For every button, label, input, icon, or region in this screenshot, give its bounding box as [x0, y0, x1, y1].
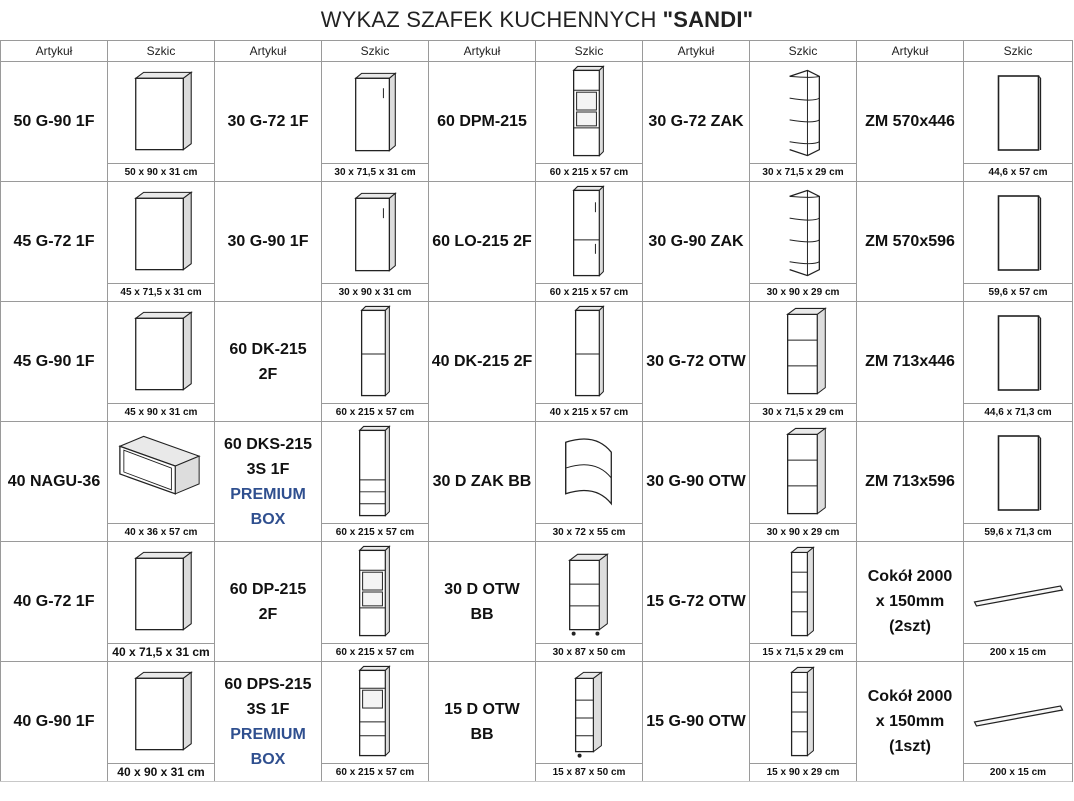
- sketch-cell: [964, 662, 1073, 782]
- column-header-artykul: Artykuł: [643, 41, 750, 62]
- article-cell: [643, 422, 750, 542]
- article-code: 60 DPS-215: [224, 675, 312, 693]
- column-header-artykul: Artykuł: [429, 41, 536, 62]
- article-code: 40 NAGU-36: [7, 473, 101, 490]
- sketch-cell: [750, 542, 857, 662]
- dimensions-label: 44,6 x 71,3 cm: [964, 403, 1072, 421]
- article-code: ZM 570x446: [865, 113, 955, 130]
- dimensions-label: 60 x 215 x 57 cm: [322, 523, 428, 541]
- article-code: 40 G-90 1F: [13, 713, 95, 730]
- article-cell: [429, 662, 536, 782]
- sketch-cell: [322, 422, 429, 542]
- dimensions-label: 30 x 90 x 29 cm: [750, 283, 856, 301]
- oven-tall-cabinet-icon: [536, 62, 642, 162]
- cabinet-list-table: [0, 40, 1073, 782]
- article-code: 45 G-90 1F: [13, 353, 95, 370]
- sketch-cell: [536, 542, 643, 662]
- article-code: 3S 1F: [246, 700, 290, 718]
- sketch-cell: [322, 542, 429, 662]
- dimensions-label: 30 x 90 x 31 cm: [322, 283, 428, 301]
- premium-box-label: PREMIUM: [230, 485, 306, 503]
- dimensions-label: 30 x 71,5 x 29 cm: [750, 403, 856, 421]
- title-product-name: "SANDI": [662, 7, 754, 32]
- corner-shelf-icon: [750, 182, 856, 282]
- sketch-cell: [322, 62, 429, 182]
- dimensions-label: 40 x 90 x 31 cm: [108, 763, 214, 781]
- premium-box-label: PREMIUM: [230, 725, 306, 743]
- article-code: ZM 713x446: [865, 353, 955, 370]
- article-code: 15 D OTW: [444, 700, 520, 718]
- dimensions-label: 44,6 x 57 cm: [964, 163, 1072, 181]
- wall-cabinet-icon: [108, 182, 214, 282]
- article-code: 15 G-72 OTW: [646, 593, 746, 610]
- dimensions-label: 40 x 36 x 57 cm: [108, 523, 214, 541]
- article-cell: [215, 302, 322, 422]
- article-cell: [1, 542, 108, 662]
- article-cell: [857, 542, 964, 662]
- article-code: 60 DKS-215: [223, 435, 313, 453]
- tall-two-door-cabinet-icon: [322, 302, 428, 402]
- sketch-cell: [750, 422, 857, 542]
- article-code: 30 G-72 1F: [227, 113, 309, 130]
- column-header-szkic: Szkic: [322, 41, 429, 62]
- base-open-shelf-icon: [536, 542, 642, 642]
- article-cell: [857, 302, 964, 422]
- column-header-szkic: Szkic: [108, 41, 215, 62]
- article-code: 45 G-72 1F: [13, 233, 95, 250]
- article-cell: [1, 302, 108, 422]
- dimensions-label: 60 x 215 x 57 cm: [322, 763, 428, 781]
- hood-cabinet-icon: [108, 422, 214, 522]
- article-cell: [429, 422, 536, 542]
- bottom-blank-strip: [0, 781, 1072, 801]
- oven-drawer-tall-cabinet-icon: [322, 662, 428, 762]
- article-code: 40 DK-215 2F: [431, 353, 533, 370]
- article-cell: [215, 422, 322, 542]
- sketch-cell: [536, 62, 643, 182]
- article-cell: [429, 62, 536, 182]
- article-code: 30 G-90 OTW: [646, 473, 746, 490]
- dimensions-label: 200 x 15 cm: [964, 763, 1072, 781]
- article-code: 30 G-72 ZAK: [648, 113, 744, 130]
- dimensions-label: 15 x 90 x 29 cm: [750, 763, 856, 781]
- dimensions-label: 50 x 90 x 31 cm: [108, 163, 214, 181]
- article-code: Cokół 2000: [867, 568, 953, 585]
- article-cell: [1, 62, 108, 182]
- article-code: 30 G-90 ZAK: [648, 233, 744, 250]
- article-cell: [857, 662, 964, 782]
- article-cell: [429, 302, 536, 422]
- article-cell: [215, 62, 322, 182]
- article-code: 60 DPM-215: [437, 113, 527, 130]
- article-cell: [857, 422, 964, 542]
- column-header-szkic: Szkic: [964, 41, 1073, 62]
- tall-drawer-cabinet-icon: [322, 422, 428, 522]
- dimensions-label: 30 x 71,5 x 31 cm: [322, 163, 428, 181]
- article-cell: [215, 542, 322, 662]
- article-cell: [643, 62, 750, 182]
- column-header-szkic: Szkic: [536, 41, 643, 62]
- sketch-cell: [536, 662, 643, 782]
- column-header-artykul: Artykuł: [215, 41, 322, 62]
- article-cell: [1, 662, 108, 782]
- sketch-cell: [964, 182, 1073, 302]
- header-row: [1, 41, 1073, 62]
- article-cell: [857, 62, 964, 182]
- article-code: BB: [470, 605, 494, 623]
- narrow-wall-cabinet-icon: [322, 182, 428, 282]
- article-cell: [429, 182, 536, 302]
- dimensions-label: 60 x 215 x 57 cm: [322, 643, 428, 661]
- wall-cabinet-icon: [108, 542, 214, 642]
- table-row: [1, 542, 1073, 662]
- sketch-cell: [964, 62, 1073, 182]
- sketch-cell: [536, 302, 643, 422]
- article-code: (1szt): [889, 738, 931, 755]
- wall-cabinet-icon: [108, 302, 214, 402]
- dimensions-label: 45 x 90 x 31 cm: [108, 403, 214, 421]
- dishwasher-panel-icon: [964, 302, 1072, 402]
- plinth-board-icon: [964, 662, 1072, 762]
- article-cell: [429, 542, 536, 662]
- article-cell: [643, 182, 750, 302]
- corner-shelf-icon: [750, 62, 856, 162]
- sketch-cell: [108, 542, 215, 662]
- dimensions-label: 30 x 87 x 50 cm: [536, 643, 642, 661]
- article-code: 30 G-90 1F: [227, 233, 309, 250]
- dimensions-label: 59,6 x 57 cm: [964, 283, 1072, 301]
- article-code: 2F: [258, 605, 278, 623]
- base-corner-shelf-icon: [536, 422, 642, 522]
- article-code: 3S 1F: [246, 460, 290, 478]
- dimensions-label: 30 x 72 x 55 cm: [536, 523, 642, 541]
- dimensions-label: 30 x 90 x 29 cm: [750, 523, 856, 541]
- base-slim-open-shelf-icon: [536, 662, 642, 762]
- article-code: 2F: [258, 365, 278, 383]
- sketch-cell: [322, 182, 429, 302]
- slim-open-shelf-icon: [750, 542, 856, 642]
- article-cell: [643, 542, 750, 662]
- sketch-cell: [964, 422, 1073, 542]
- article-code: BB: [470, 725, 494, 743]
- article-code: 30 G-72 OTW: [646, 353, 746, 370]
- dimensions-label: 40 x 71,5 x 31 cm: [108, 643, 214, 661]
- article-code: (2szt): [889, 618, 931, 635]
- table-row: [1, 662, 1073, 782]
- article-code: 30 D OTW: [444, 580, 520, 598]
- dishwasher-panel-icon: [964, 422, 1072, 522]
- sketch-cell: [536, 422, 643, 542]
- dimensions-label: 60 x 215 x 57 cm: [536, 283, 642, 301]
- article-cell: [215, 182, 322, 302]
- open-shelf-icon: [750, 302, 856, 402]
- premium-box-label: BOX: [250, 510, 286, 528]
- narrow-wall-cabinet-icon: [322, 62, 428, 162]
- dimensions-label: 59,6 x 71,3 cm: [964, 523, 1072, 541]
- article-code: 30 D ZAK BB: [432, 473, 532, 490]
- sketch-cell: [108, 182, 215, 302]
- title-prefix: WYKAZ SZAFEK KUCHENNYCH: [320, 7, 657, 32]
- sketch-cell: [108, 62, 215, 182]
- article-code: ZM 570x596: [865, 233, 955, 250]
- table-row: [1, 302, 1073, 422]
- column-header-artykul: Artykuł: [857, 41, 964, 62]
- plinth-board-icon: [964, 542, 1072, 642]
- article-code: 60 LO-215 2F: [432, 233, 532, 250]
- page-title: [0, 0, 1074, 40]
- sketch-cell: [750, 62, 857, 182]
- premium-box-label: BOX: [250, 750, 286, 768]
- sketch-cell: [108, 302, 215, 422]
- dimensions-label: 200 x 15 cm: [964, 643, 1072, 661]
- slim-open-shelf-icon: [750, 662, 856, 762]
- table-row: [1, 422, 1073, 542]
- oven-tall-cabinet-icon: [322, 542, 428, 642]
- dimensions-label: 15 x 87 x 50 cm: [536, 763, 642, 781]
- article-cell: [643, 302, 750, 422]
- article-cell: [643, 662, 750, 782]
- fridge-tall-cabinet-icon: [536, 182, 642, 282]
- article-code: ZM 713x596: [865, 473, 955, 490]
- article-cell: [1, 182, 108, 302]
- open-shelf-icon: [750, 422, 856, 522]
- dimensions-label: 60 x 215 x 57 cm: [536, 163, 642, 181]
- sketch-cell: [750, 182, 857, 302]
- article-cell: [215, 662, 322, 782]
- dimensions-label: 60 x 215 x 57 cm: [322, 403, 428, 421]
- sketch-cell: [322, 662, 429, 782]
- sketch-cell: [964, 542, 1073, 662]
- article-code: 40 G-72 1F: [13, 593, 95, 610]
- wall-cabinet-icon: [108, 662, 214, 762]
- dishwasher-panel-icon: [964, 182, 1072, 282]
- dishwasher-panel-icon: [964, 62, 1072, 162]
- wall-cabinet-icon: [108, 62, 214, 162]
- article-code: 60 DP-215: [229, 580, 307, 598]
- article-code: x 150mm: [875, 713, 945, 730]
- column-header-szkic: Szkic: [750, 41, 857, 62]
- dimensions-label: 45 x 71,5 x 31 cm: [108, 283, 214, 301]
- article-cell: [857, 182, 964, 302]
- dimensions-label: 30 x 71,5 x 29 cm: [750, 163, 856, 181]
- tall-two-door-cabinet-icon: [536, 302, 642, 402]
- article-code: x 150mm: [875, 593, 945, 610]
- sketch-cell: [108, 662, 215, 782]
- sketch-cell: [750, 662, 857, 782]
- article-code: 50 G-90 1F: [13, 113, 95, 130]
- table-row: [1, 182, 1073, 302]
- column-header-artykul: Artykuł: [1, 41, 108, 62]
- sketch-cell: [750, 302, 857, 422]
- article-code: Cokół 2000: [867, 688, 953, 705]
- table-row: [1, 62, 1073, 182]
- sketch-cell: [536, 182, 643, 302]
- article-cell: [1, 422, 108, 542]
- sketch-cell: [964, 302, 1073, 422]
- article-code: 15 G-90 OTW: [646, 713, 746, 730]
- dimensions-label: 15 x 71,5 x 29 cm: [750, 643, 856, 661]
- article-code: 60 DK-215: [229, 340, 307, 358]
- sketch-cell: [108, 422, 215, 542]
- sketch-cell: [322, 302, 429, 422]
- dimensions-label: 40 x 215 x 57 cm: [536, 403, 642, 421]
